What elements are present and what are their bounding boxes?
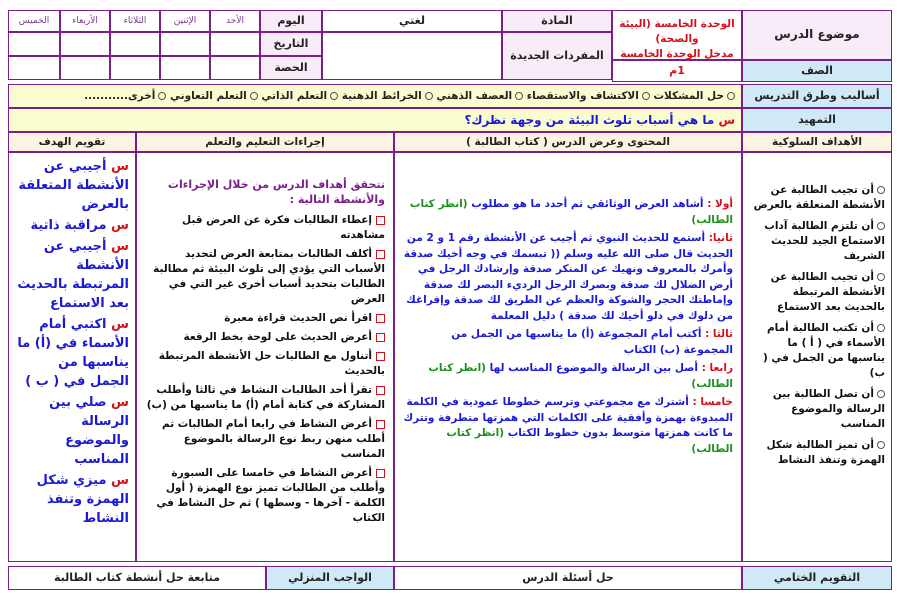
bullet-icon <box>877 273 885 281</box>
evaluation-header: تقويم الهدف <box>8 132 136 152</box>
bullet-icon <box>877 186 885 194</box>
date-slot <box>160 32 210 56</box>
method-checkbox-icon[interactable] <box>158 92 166 100</box>
homework-label: الواجب المنزلي <box>266 566 394 590</box>
objective-item: أن تجيب الطالبة عن الأنشطة المرتبطة بالحديث بعد الاستماع <box>770 271 885 313</box>
new-vocab-value-cell <box>322 32 502 80</box>
objective-item: أن تلتزم الطالبة آداب الاستماع الجيد للحديث الشريف <box>764 220 885 262</box>
topic-line-2: مدخل الوحدة الخامسة <box>620 48 734 60</box>
evaluation-item: س صلي بين الرسالة والموضوع المناسب <box>49 395 129 467</box>
checkbox-icon[interactable] <box>376 250 385 259</box>
procedures-header: إجراءات التعليم والتعلم <box>136 132 394 152</box>
objective-item: أن تصل الطالبة بين الرسالة والموضوع المناسب <box>772 388 885 430</box>
checkbox-icon[interactable] <box>376 216 385 225</box>
intro-question-cell <box>8 108 742 132</box>
method-item: الخرائط الذهنية <box>341 90 422 102</box>
day-thursday: الخميس <box>8 10 60 32</box>
period-slot <box>110 56 160 80</box>
subject-label-cell: المادة <box>502 10 612 32</box>
day-wednesday: الأربعاء <box>60 10 110 32</box>
method-checkbox-icon[interactable] <box>330 92 338 100</box>
content-column <box>394 152 742 562</box>
final-eval-label: التقويم الختامي <box>742 566 892 590</box>
procedure-item: أعرض النشاط في خامسا على السبورة وأطلب من الطالبات تميز نوع الهمزة ( أول الكلمة - آخرها - وسطها ) ثم حل النشاط في الكتاب <box>156 467 385 524</box>
procedure-item: إعطاء الطالبات فكرة عن العرض قبل مشاهدته <box>181 214 385 241</box>
bullet-icon <box>877 222 885 230</box>
topic-line-1: الوحدة الخامسة (البيئة والصحة) <box>619 18 735 45</box>
evaluation-item: س اكتبي أمام الأسماء في (أ) ما يناسبها من الجمل في ( ب ) <box>17 317 129 389</box>
objectives-header: الأهداف السلوكية <box>742 132 892 152</box>
bullet-icon <box>877 390 885 398</box>
intro-question: ما هي أسباب تلوث البيئة من وجهة نظرك؟ <box>464 113 715 127</box>
objectives-column <box>742 152 892 562</box>
method-item: التعلم الذاتي <box>261 90 328 102</box>
method-checkbox-icon[interactable] <box>425 92 433 100</box>
evaluation-item: س ميزي شكل الهمزة وتنفذ النشاط <box>36 473 129 526</box>
objective-item: أن تكتب الطالبة أمام الأسماء في ( أ ) ما يناسبها من الجمل في ( ب) <box>762 322 885 379</box>
checkbox-icon[interactable] <box>376 333 385 342</box>
bullet-icon <box>877 441 885 449</box>
period-slot <box>60 56 110 80</box>
intro-label-cell: التمهيد <box>742 108 892 132</box>
checkbox-icon[interactable] <box>376 352 385 361</box>
date-label-cell: التاريخ <box>260 32 322 56</box>
content-item: رابعا : أصل بين الرسالة والموضوع المناسب لها (انظر كتاب الطالب) <box>428 362 733 390</box>
final-eval-value: حل أسئلة الدرس <box>394 566 742 590</box>
evaluation-item: س أجيبي عن الأنشطة المرتبطة بالحديث بعد الاستماع <box>17 239 129 311</box>
day-sunday: الأحد <box>210 10 260 32</box>
intro-prefix: س <box>718 113 735 127</box>
methods-label-cell: أساليب وطرق التدريس <box>742 84 892 108</box>
procedure-item: تقرأ أحد الطالبات النشاط في ثالثا وأطلب المشاركة في كتابة أمام (أ) ما يناسبها من (ب) <box>146 384 385 411</box>
date-slot <box>110 32 160 56</box>
bullet-icon <box>877 324 885 332</box>
procedure-item: أتناول مع الطالبات حل الأنشطة المرتبطة بالحديث <box>158 350 385 377</box>
new-vocab-label-cell: المفردات الجديدة <box>502 32 612 80</box>
date-slot <box>60 32 110 56</box>
evaluation-item: س أجيبي عن الأنشطة المتعلقة بالعرض <box>18 159 129 212</box>
evaluation-column <box>8 152 136 562</box>
method-checkbox-icon[interactable] <box>727 92 735 100</box>
objective-item: أن تميز الطالبة شكل الهمزة وتنفذ النشاط <box>766 439 885 466</box>
checkbox-icon[interactable] <box>376 386 385 395</box>
procedure-item: أكلف الطالبات بمتابعة العرض لتحديد الأسباب التي يؤدي إلى تلوث البيئة ثم مطالبة الطالبات بتحديد أسباب أخرى غير التي في العرض <box>153 248 385 305</box>
content-item: أولا : أشاهد العرض الوثائقي ثم أحدد ما هو مطلوب (انظر كتاب الطالب) <box>409 198 733 226</box>
procedures-intro: تتحقق أهداف الدرس من خلال الإجراءات والأنشطة التالية : <box>167 178 385 206</box>
content-item: ثانيا: أستمع للحديث النبوي ثم أجيب عن الأنشطة رقم 1 و 2 من الحديث قال صلى الله عليه وسلم (( تبسمك في وجه أخيك صدقة وأمرك بالمعروف ونهيك عن المنكر صدقة وإرشادك الرجل في أرض الضلال لك صدقة وبصرك الرجل الرديء البصر لك صدقة وإماطتك الحجر والشوكة والعظم عن الطريق لك صدقة وإفراغك من دلوك في دلو أخيك لك صدقة ) دليل المعلمة <box>403 232 733 322</box>
day-tuesday: الثلاثاء <box>110 10 160 32</box>
date-slot <box>210 32 260 56</box>
homework-value: متابعة حل أنشطة كتاب الطالبة <box>8 566 266 590</box>
method-item: التعلم التعاوني <box>170 90 247 102</box>
content-item: خامسا : أشترك مع مجموعتي وترسم خطوطا عمودية في الكلمة المبدوءة بهمزة وأفقية على الكلمات التي همزتها متطرفة وتترك ما كانت همزتها متوسط بدون خطوط الكتاب (انظر كتاب الطالب) <box>403 396 733 455</box>
class-label-cell: الصف <box>742 60 892 82</box>
topic-value-cell <box>612 10 742 60</box>
procedure-item: أعرض النشاط في رابعا أمام الطالبات ثم أطلب منهن ربط نوع الرسالة بالموضوع المناسب <box>161 418 385 460</box>
period-slot <box>210 56 260 80</box>
date-slot <box>8 32 60 56</box>
method-checkbox-icon[interactable] <box>250 92 258 100</box>
procedure-item: اقرأ نص الحديث قراءة معبرة <box>143 311 385 326</box>
method-checkbox-icon[interactable] <box>642 92 650 100</box>
method-item: الاكتشاف والاستقصاء <box>526 90 639 102</box>
content-item: ثالثا : أكتب أمام المجموعة (أ) ما يناسبها من الجمل من المجموعة (ب) الكتاب <box>451 328 733 356</box>
content-header: المحتوى وعرض الدرس ( كتاب الطالبة ) <box>394 132 742 152</box>
topic-label-cell: موضوع الدرس <box>742 10 892 60</box>
checkbox-icon[interactable] <box>376 420 385 429</box>
period-label-cell: الحصة <box>260 56 322 80</box>
method-item: أخرى........... <box>84 90 156 102</box>
procedures-column <box>136 152 394 562</box>
day-monday: الإثنين <box>160 10 210 32</box>
class-value-cell: 1م <box>612 60 742 82</box>
subject-value-cell: لغتي <box>322 10 502 32</box>
checkbox-icon[interactable] <box>376 314 385 323</box>
period-slot <box>160 56 210 80</box>
day-label-cell: اليوم <box>260 10 322 32</box>
period-slot <box>8 56 60 80</box>
method-item: العصف الذهني <box>436 90 513 102</box>
checkbox-icon[interactable] <box>376 469 385 478</box>
methods-list <box>8 84 742 108</box>
procedure-item: أعرض الحديث على لوحة بخط الرقعة <box>143 330 385 345</box>
method-item: حل المشكلات <box>653 90 724 102</box>
objective-item: أن تجيب الطالبة عن الأنشطة المتعلقة بالعرض <box>753 184 885 211</box>
evaluation-item: س مراقبة ذاتية <box>30 218 129 233</box>
method-checkbox-icon[interactable] <box>515 92 523 100</box>
